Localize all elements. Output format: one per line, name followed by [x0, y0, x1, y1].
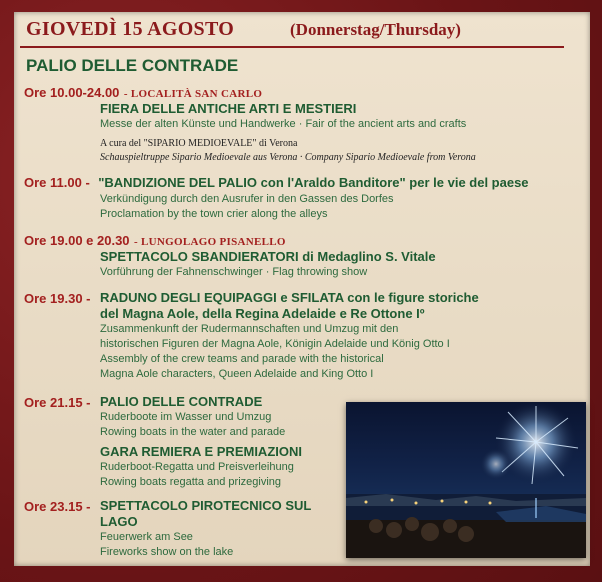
event-line: Feuerwerk am See	[100, 531, 193, 543]
program-sheet	[14, 12, 590, 566]
event-entry	[24, 84, 564, 102]
event-line: Messe der alten Künste und Handwerke · Fair of the ancient arts and crafts	[100, 118, 467, 130]
date-heading: GIOVEDÌ 15 AGOSTO	[26, 18, 235, 40]
event-time: Ore 21.15 -	[24, 395, 91, 410]
event-line: Vorführung der Fahnenschwinger · Flag throwing show	[100, 266, 368, 278]
weekday-translation: (Donnerstag/Thursday)	[290, 20, 461, 39]
event-heading: GARA REMIERA E PREMIAZIONI	[100, 444, 302, 459]
event-time: Ore 19.00 e 20.30	[24, 233, 130, 248]
event-heading-continued: del Magna Aole, della Regina Adelaide e Re Ottone Iº	[100, 306, 425, 321]
event-line: Rowing boats regatta and prizegiving	[100, 476, 282, 488]
event-entry	[24, 232, 564, 250]
event-line: Magna Aole characters, Queen Adelaide and King Otto I	[100, 368, 374, 380]
event-heading: PALIO DELLE CONTRADE	[100, 394, 263, 409]
event-time: Ore 10.00-24.00	[24, 85, 120, 100]
event-location: - LUNGOLAGO PISANELLO	[133, 236, 286, 248]
event-time: Ore 23.15 -	[24, 499, 91, 514]
event-line: Proclamation by the town crier along the alleys	[100, 208, 328, 220]
event-heading: FIERA DELLE ANTICHE ARTI E MESTIERI	[100, 101, 357, 116]
event-line: Rowing boats in the water and parade	[100, 426, 286, 438]
event-details	[100, 249, 550, 280]
event-line: Zusammenkunft der Rudermannschaften und Umzug mit den	[100, 323, 399, 335]
event-heading: RADUNO DEGLI EQUIPAGGI e SFILATA con le figure storiche	[100, 290, 479, 305]
event-heading: SPETTACOLO SBANDIERATORI di Medaglino S. Vitale	[100, 249, 436, 264]
event-line: Ruderboot-Regatta und Preisverleihung	[100, 461, 294, 473]
fireworks-illustration	[346, 402, 586, 558]
event-line: Assembly of the crew teams and parade with the historical	[100, 353, 384, 365]
event-heading: "BANDIZIONE DEL PALIO con l'Araldo Banditore" per le vie del paese	[98, 175, 529, 190]
event-time: Ore 19.30 -	[24, 291, 91, 306]
event-note: A cura del "SIPARIO MEDIOEVALE" di Verona	[100, 138, 298, 149]
event-details	[100, 394, 336, 490]
event-entry	[24, 174, 564, 192]
event-line: Ruderboote im Wasser und Umzug	[100, 411, 272, 423]
header-divider	[20, 46, 564, 48]
fireworks-photo	[346, 402, 586, 558]
event-line: Verkündigung durch den Ausrufer in den Gassen des Dorfes	[100, 193, 394, 205]
event-details	[100, 290, 550, 382]
event-line: historischen Figuren der Magna Aole, Königin Adelaide und König Otto I	[100, 338, 450, 350]
header	[14, 12, 590, 48]
event-time: Ore 11.00 -	[24, 175, 90, 190]
event-title: PALIO DELLE CONTRADE	[26, 56, 239, 75]
event-line: Fireworks show on the lake	[100, 546, 234, 558]
event-details	[100, 192, 550, 222]
event-details	[100, 101, 550, 165]
event-note-translation: Schauspieltruppe Sipario Medioevale aus Verona · Company Sipario Medioevale from Verona	[100, 152, 476, 163]
event-heading: SPETTACOLO PIROTECNICO SUL LAGO	[100, 498, 312, 529]
event-location: - LOCALITÀ SAN CARLO	[123, 88, 263, 100]
event-details	[100, 498, 336, 560]
